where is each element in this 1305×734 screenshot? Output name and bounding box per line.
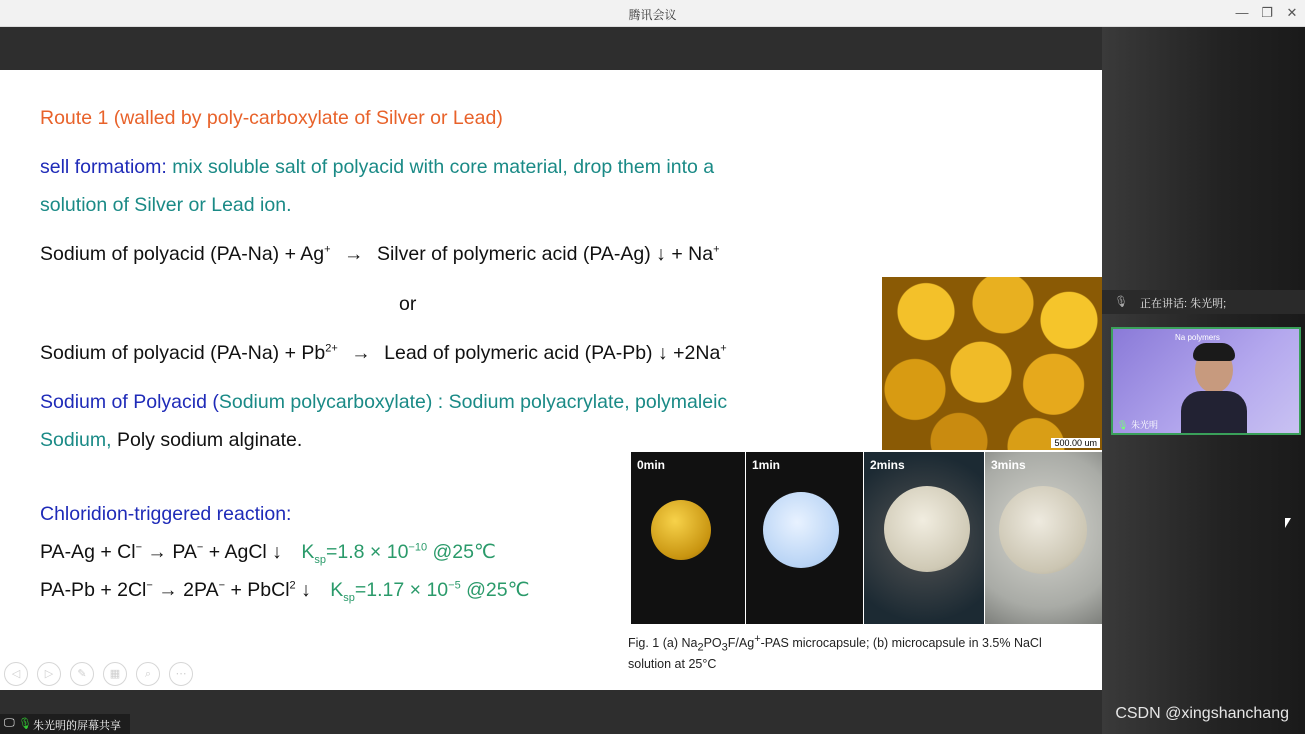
more-icon[interactable]: ⋯: [169, 662, 193, 686]
route-title: Route 1 (walled by poly-carboxylate of Silver or Lead): [40, 107, 503, 129]
polyacid-teal: Sodium polycarboxylate) : Sodium polyacrylate, polymaleic: [218, 391, 728, 413]
window-title: 腾讯会议: [628, 8, 677, 22]
participant-video[interactable]: [1111, 327, 1301, 435]
r2-ksub: sp: [343, 591, 355, 604]
r2-ksp: [330, 579, 530, 604]
caption-part-2: PO: [703, 636, 722, 651]
shell-text-1: mix soluble salt of polyacid with core material, drop them into a: [166, 156, 715, 178]
bottom-strip: [0, 690, 1102, 734]
window-titlebar: [0, 0, 1305, 27]
r1-right: + AgCl ↓: [203, 541, 282, 563]
panel-2mins: [864, 452, 985, 624]
next-slide-icon[interactable]: ▷: [37, 662, 61, 686]
eq1-right-sup: +: [713, 243, 720, 256]
r2-k: K: [330, 579, 344, 601]
r1-kexp: −10: [408, 541, 428, 554]
chloridion-title: Chloridion-triggered reaction:: [40, 503, 292, 525]
caption-sub-2: 3: [721, 641, 728, 654]
zoom-icon[interactable]: ⌕: [136, 662, 160, 686]
close-icon[interactable]: ✕: [1286, 5, 1298, 20]
polyacid-line2: [40, 429, 302, 452]
eq2-sup: 2+: [325, 342, 338, 355]
equation-2: [40, 342, 727, 365]
r2-kval: =1.17 × 10: [354, 579, 449, 601]
panel-0min: [631, 452, 746, 624]
capsule-dissolved: [999, 486, 1087, 574]
r2-left: PA-Pb + 2Cl: [40, 579, 147, 601]
screen-share-label: 朱光明的屏幕共享: [33, 720, 121, 732]
top-strip: [0, 27, 1102, 70]
screen-share-icon: 🖵: [4, 717, 15, 729]
microcapsule-micrograph: [882, 277, 1102, 450]
shared-slide: [0, 70, 1102, 690]
r2-mid: → 2PA: [152, 579, 219, 601]
mic-active-icon: 🎙: [1117, 420, 1129, 430]
r2-right: + PbCl: [225, 579, 290, 601]
eq1-arrow: →: [344, 243, 364, 265]
r2-sup3: 2: [289, 579, 296, 592]
eq1-left: Sodium of polyacid (PA-Na) + Ag: [40, 243, 325, 265]
capsule-grey: [884, 486, 970, 572]
shell-label: sell formatiom:: [40, 156, 167, 178]
microphone-icon: 🎙: [1114, 296, 1128, 308]
polyacid-label: Sodium of Polyacid (: [40, 391, 219, 413]
equation-1: [40, 243, 720, 266]
caption-sup: +: [754, 633, 761, 645]
r1-kval: =1.8 × 10: [326, 541, 409, 563]
participant-name: 朱光明: [1131, 420, 1159, 430]
pen-icon[interactable]: ✎: [70, 662, 94, 686]
reaction-1: [40, 540, 496, 566]
slides-grid-icon[interactable]: ▦: [103, 662, 127, 686]
shell-formation-line2: solution of Silver or Lead ion.: [40, 194, 292, 216]
eq2-left: Sodium of polyacid (PA-Na) + Pb: [40, 342, 326, 364]
r1-ksub: sp: [314, 553, 326, 566]
capsule-blue: [763, 492, 839, 568]
figure-caption: [628, 631, 1098, 672]
eq2-right: Lead of polymeric acid (PA-Pb) ↓ +2Na: [384, 342, 721, 364]
eq2-arrow: →: [351, 342, 371, 364]
speaking-label: 正在讲话: 朱光明;: [1140, 298, 1227, 310]
r1-sup2: −: [196, 541, 204, 554]
r1-ksp: [301, 541, 496, 566]
caption-part-1: Fig. 1 (a) Na: [628, 636, 698, 651]
scale-bar-label: 500.00 um: [1051, 438, 1100, 448]
panel-3mins: [985, 452, 1102, 624]
eq1-sup: +: [324, 243, 331, 256]
caption-part-3: F/Ag: [727, 636, 755, 651]
polyacid-line2-teal: Sodium,: [40, 429, 112, 451]
restore-icon[interactable]: ❐: [1261, 5, 1273, 20]
screen-share-bar[interactable]: [0, 714, 130, 734]
r2-kexp: −5: [448, 579, 461, 592]
caption-sub-1: 2: [697, 641, 704, 654]
polyacid-line2-black: Poly sodium alginate.: [111, 429, 303, 451]
r2-sup2: −: [218, 579, 226, 592]
polyacid-line1: [40, 391, 727, 414]
previous-slide-icon[interactable]: ◁: [4, 662, 28, 686]
panel-label-1: 1min: [752, 458, 781, 472]
panel-label-0: 0min: [637, 458, 666, 472]
video-header: Na polymers: [1175, 333, 1220, 342]
speaking-indicator: [1102, 290, 1305, 314]
r1-k: K: [301, 541, 315, 563]
capsule-gold: [651, 500, 711, 560]
participant-avatar: [1181, 341, 1247, 433]
watermark: CSDN @xingshanchang: [1115, 705, 1289, 722]
r1-left: PA-Ag + Cl: [40, 541, 136, 563]
panel-1min: [746, 452, 864, 624]
r2-sup: −: [146, 579, 153, 592]
r1-sup: −: [135, 541, 142, 554]
minimize-icon[interactable]: —: [1235, 5, 1249, 20]
caption-part-4: -PAS microcapsule; (b) microcapsule in 3.5% NaCl: [760, 636, 1042, 651]
panel-label-3: 3mins: [991, 458, 1026, 472]
caption-line-2: solution at 25°C: [628, 656, 717, 671]
shell-formation-line1: [40, 156, 714, 179]
r1-mid: → PA: [142, 541, 197, 563]
share-mic-icon: 🎙: [18, 718, 32, 730]
eq1-right: Silver of polymeric acid (PA-Ag) ↓ + Na: [376, 243, 714, 265]
r2-right2: ↓: [295, 579, 311, 601]
reaction-2: [40, 578, 530, 604]
r1-cond: @25℃: [427, 541, 496, 563]
or-text: or: [399, 293, 417, 315]
mouse-cursor-icon: [1285, 518, 1291, 528]
r2-cond: @25℃: [460, 579, 530, 601]
eq2-right-sup: +: [720, 342, 727, 355]
panel-label-2: 2mins: [870, 458, 905, 472]
